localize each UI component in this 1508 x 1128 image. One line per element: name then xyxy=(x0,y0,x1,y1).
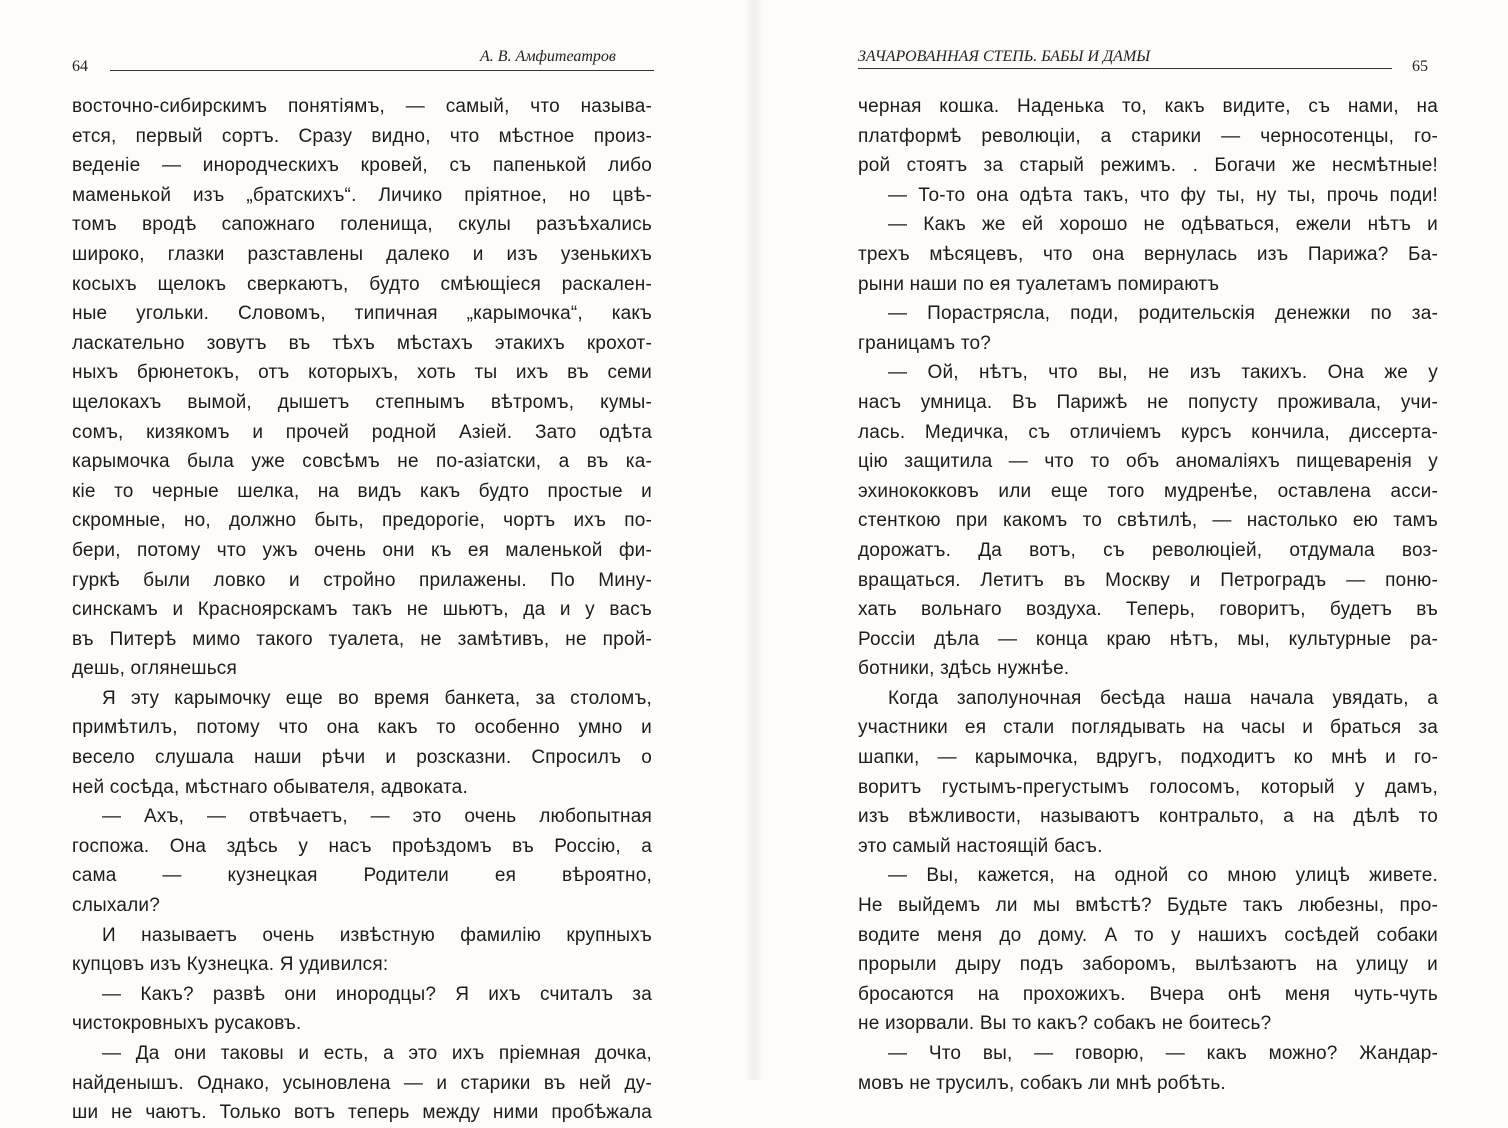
text-line: — Какъ? развѣ они инородцы? Я ихъ считалъ за xyxy=(102,983,652,1005)
text-line: — Ой, нѣтъ, что вы, не изъ такихъ. Она же у xyxy=(888,362,1438,384)
text-line: синскамъ и Красноярскамъ такъ не шьютъ, да и у васъ xyxy=(72,599,652,621)
text-line: границамъ то? xyxy=(858,332,992,354)
text-line: лась. Медичка, съ отличіемъ курсъ кончила, диссерта- xyxy=(858,421,1438,443)
left-page-number: 64 xyxy=(72,58,88,75)
text-line: участники ея стали поглядывать на часы и браться за xyxy=(858,717,1438,739)
text-line: изъ вѣжливости, называютъ контральто, а на дѣлѣ то xyxy=(858,806,1438,828)
text-line: госпожа. Она здѣсь у насъ проѣздомъ въ Россію, а xyxy=(72,835,652,857)
text-line: не изорвали. Вы то какъ? собакъ не боитесь? xyxy=(858,1013,1272,1035)
right-header-rule xyxy=(858,68,1392,69)
text-line: косыхъ щелокъ сверкаютъ, будто смѣющіеся раскален- xyxy=(72,273,652,295)
right-running-head: ЗАЧАРОВАННАЯ СТЕПЬ. БАБЫ И ДАМЫ xyxy=(858,48,1151,65)
left-header-rule xyxy=(110,70,654,71)
text-line: ботники, здѣсь нужнѣе. xyxy=(858,658,1070,680)
left-body-text xyxy=(72,92,652,1128)
left-page xyxy=(0,0,754,1124)
text-line: стенткою при какомъ то свѣтилѣ, — настолько ею тамъ xyxy=(858,510,1438,532)
text-line: — Какъ же ей хорошо не одѣваться, ежели нѣтъ и xyxy=(888,214,1438,236)
text-line: гуркѣ были ловко и стройно прилажены. По Мину- xyxy=(72,569,652,591)
text-line: мовъ не трусилъ, собакъ ли мнѣ робѣть. xyxy=(858,1072,1226,1094)
text-line: вращаться. Летитъ въ Москву и Петроградъ — пoню- xyxy=(858,569,1438,591)
text-line: водите меня до дому. А то у нашихъ сосѣдей собаки xyxy=(858,924,1438,946)
text-line: хать вольнаго воздуха. Теперь, говоритъ, будетъ въ xyxy=(858,599,1438,621)
left-running-head: А. В. Амфитеатров xyxy=(480,48,616,65)
text-line: слыхали? xyxy=(72,895,160,917)
text-line: веденіе — инородческихъ кровей, съ папенькой либо xyxy=(72,155,652,177)
text-line: дешь, оглянешься xyxy=(72,658,237,680)
text-line: — Порастрясла, поди, родительскія денежки по за- xyxy=(888,303,1438,325)
text-line: И называетъ очень извѣстную фамилію крупныхъ xyxy=(102,924,652,946)
text-line: скромные, но, должно быть, предорогіе, чортъ ихъ по- xyxy=(72,510,652,532)
text-line: сомъ, кизякомъ и прочей родной Азіей. Зато одѣта xyxy=(72,421,652,443)
text-line: найденышъ. Однако, усыновлена — и старики въ ней ду- xyxy=(72,1072,652,1094)
text-line: весело слушала наши рѣчи и розсказни. Спросилъ о xyxy=(72,747,652,769)
text-line: кіе то черные шелка, на видъ какъ будто простые и xyxy=(72,480,652,502)
text-line: эхинококковъ или еще того мудренѣе, оставлена асси- xyxy=(858,480,1438,502)
text-line: примѣтилъ, потому что она какъ то особенно умно и xyxy=(72,717,652,739)
text-line: трехъ мѣсяцевъ, что она вернулась изъ Парижа? Ба- xyxy=(858,243,1438,265)
text-line: ные угольки. Словомъ, типичная „карымочка“, какъ xyxy=(72,303,652,325)
text-line: Я эту карымочку еще во время банкета, за столомъ, xyxy=(102,687,652,709)
text-line: — Что вы, — говорю, — какъ можно? Жандар- xyxy=(888,1043,1438,1064)
text-line: насъ умница. Въ Парижѣ не попусту проживала, учи- xyxy=(858,391,1438,413)
right-page-number: 65 xyxy=(1412,58,1428,75)
text-line: бери, потому что ужъ очень они къ ея маленькой фи- xyxy=(72,539,652,561)
text-line: Россіи дѣла — конца краю нѣтъ, мы, культурные ра- xyxy=(858,628,1438,650)
text-line: — Ахъ, — отвѣчаетъ, — это очень любопытная xyxy=(102,806,652,828)
text-line: это самый настоящій басъ. xyxy=(858,835,1103,857)
text-line: сама — кузнецкая Родители ея вѣроятно, xyxy=(72,865,652,887)
text-line: шапки, — карымочка, вдругъ, подходитъ ко мнѣ и го- xyxy=(858,747,1438,769)
text-line: — Вы, кажется, на одной со мною улицѣ живете. xyxy=(888,865,1438,887)
text-line: рыни наши по ея туалетамъ помираютъ xyxy=(858,273,1220,295)
text-line: маменькой изъ „братскихъ“. Личико пріятное, но цвѣ- xyxy=(72,184,652,206)
text-line: Не выйдемъ ли мы вмѣстѣ? Будьте такъ любезны, про- xyxy=(858,895,1438,917)
text-line: ныхъ брюнетокъ, отъ которыхъ, хоть ты ихъ въ семи xyxy=(72,362,652,384)
text-line: широко, глазки разставлены далеко и изъ узенькихъ xyxy=(72,243,652,265)
text-line: Когда заполуночная бесѣда наша начала увядать, а xyxy=(888,687,1438,709)
text-line: карымочка была уже совсѣмъ не по-азіатски, а въ ка- xyxy=(72,451,652,473)
right-page xyxy=(754,0,1508,1094)
text-line: чистокровныхъ русаковъ. xyxy=(72,1013,302,1035)
text-line: въ Питерѣ мимо такого туалета, не замѣтивъ, не прой- xyxy=(72,628,652,650)
text-line: прорыли дыру подъ заборомъ, вылѣзаютъ на улицу и xyxy=(858,954,1438,976)
text-line: щелокахъ вымой, дышетъ степнымъ вѣтромъ, кумы- xyxy=(72,391,652,413)
text-line: рой стоятъ за старый режимъ. . Богачи же несмѣтные! xyxy=(858,155,1438,177)
text-line: — То-то она одѣта такъ, что фу ты, ну ты, прочь поди! xyxy=(888,184,1438,206)
text-line: купцовъ изъ Кузнецка. Я удивился: xyxy=(72,954,389,976)
text-line: восточно-сибирскимъ понятіямъ, — самый, что называ- xyxy=(72,96,652,117)
right-body-text xyxy=(858,92,1438,1098)
text-line: черная кошка. Наденька то, какъ видите, съ нами, на xyxy=(858,96,1438,117)
text-line: воритъ густымъ-прегустымъ голосомъ, который у дамъ, xyxy=(858,776,1438,798)
text-line: ласкательно зовутъ въ тѣхъ мѣстахъ этакихъ крохот- xyxy=(72,332,652,354)
text-line: ней сосѣда, мѣстнаго обывателя, адвоката. xyxy=(72,776,468,798)
text-line: — Да они таковы и есть, а это ихъ пріемная дочка, xyxy=(102,1043,652,1064)
text-line: томъ вродѣ сапожнаго голенища, скулы разъѣхались xyxy=(72,214,652,236)
text-line: платформѣ революціи, а старики — черносотенцы, го- xyxy=(858,125,1438,147)
text-line: цію защитила — что то объ аномаліяхъ пищеваренія у xyxy=(858,451,1438,473)
text-line: дорожатъ. Да вотъ, съ революціей, отдумала воз- xyxy=(858,539,1438,561)
text-line: ши не чаютъ. Только вотъ теперь между ними пробѣжала xyxy=(72,1102,652,1124)
text-line: бросаются на прохожихъ. Вчера онѣ меня чуть-чуть xyxy=(858,983,1438,1005)
text-line: ется, первый сортъ. Сразу видно, что мѣстное произ- xyxy=(72,125,652,147)
